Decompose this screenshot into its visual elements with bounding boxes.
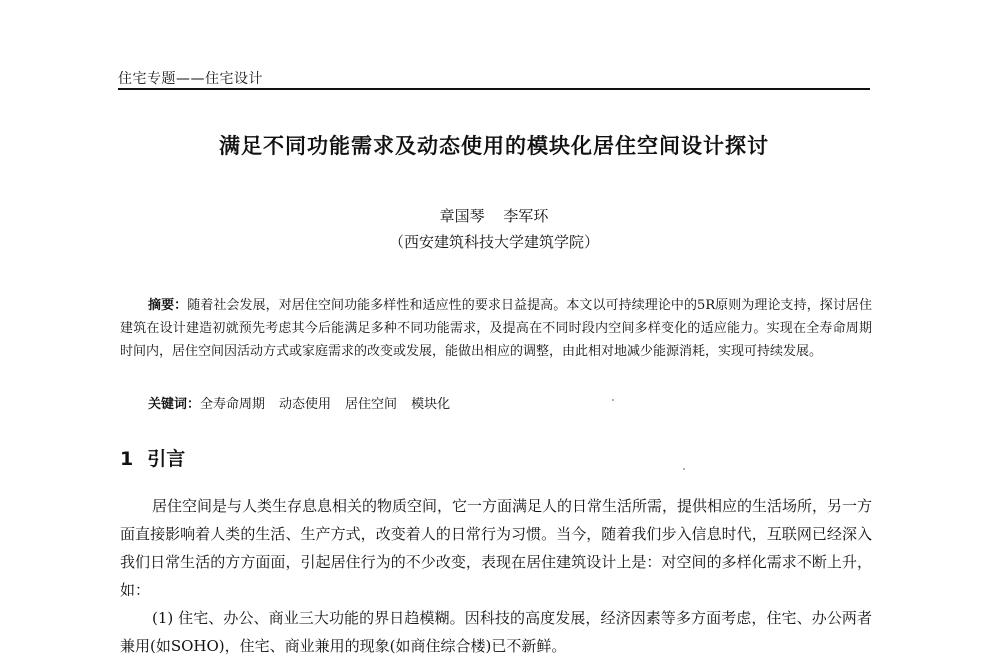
keyword-item: 全寿命周期 <box>200 397 266 412</box>
keyword-item: 居住空间 <box>345 397 398 412</box>
scan-speck <box>683 468 685 470</box>
abstract-label: 摘要： <box>148 298 188 313</box>
article-title: 满足不同功能需求及动态使用的模块化居住空间设计探讨 <box>219 134 769 158</box>
keyword-item: 动态使用 <box>279 397 332 412</box>
section-heading <box>120 444 185 471</box>
body-paragraph: (1) 住宅、办公、商业三大功能的界日趋模糊。因科技的高度发展，经济因素等多方面考虑，住宅、办公两者兼用(如SOHO)，住宅、商业兼用的现象(如商住综合楼)已不新鲜。 <box>120 609 872 655</box>
keyword-item: 模块化 <box>411 397 451 412</box>
body-paragraph: 居住空间是与人类生存息息相关的物质空间，它一方面满足人的日常生活所需，提供相应的生活场所，另一方面直接影响着人类的生活、生产方式，改变着人的日常行为习惯。当今，随着我们步入信息时代，互联网已经深入我们日常生活的方方面面，引起居住行为的不少改变，表现在居住建筑设计上是：对空间的多样化需求不断上升，如： <box>120 497 873 599</box>
running-header: 住宅专题——住宅设计 <box>118 71 263 87</box>
scan-speck <box>612 399 614 401</box>
keywords <box>148 395 868 415</box>
article-affiliation: （西安建筑科技大学建筑学院） <box>388 233 599 251</box>
keywords-label: 关键词： <box>148 397 201 412</box>
abstract <box>120 294 872 363</box>
abstract-text: 随着社会发展，对居住空间功能多样性和适应性的要求日益提高。本文以可持续理论中的5R原则为理论支持，探讨居住建筑在设计建造初就预先考虑其今后能满足多种不同功能需求，及提高在不同时段内空间多样变化的适应能力。实现在全寿命周期时间内，居住空间因活动方式或家庭需求的改变或发展，能做出相应的调整，由此相对地减少能源消耗，实现可持续发展。 <box>120 298 872 359</box>
section-number: 1 <box>120 448 134 470</box>
header-rule <box>118 88 870 90</box>
article-authors: 章国琴 李军环 <box>439 207 549 225</box>
section-title: 引言 <box>147 448 186 470</box>
